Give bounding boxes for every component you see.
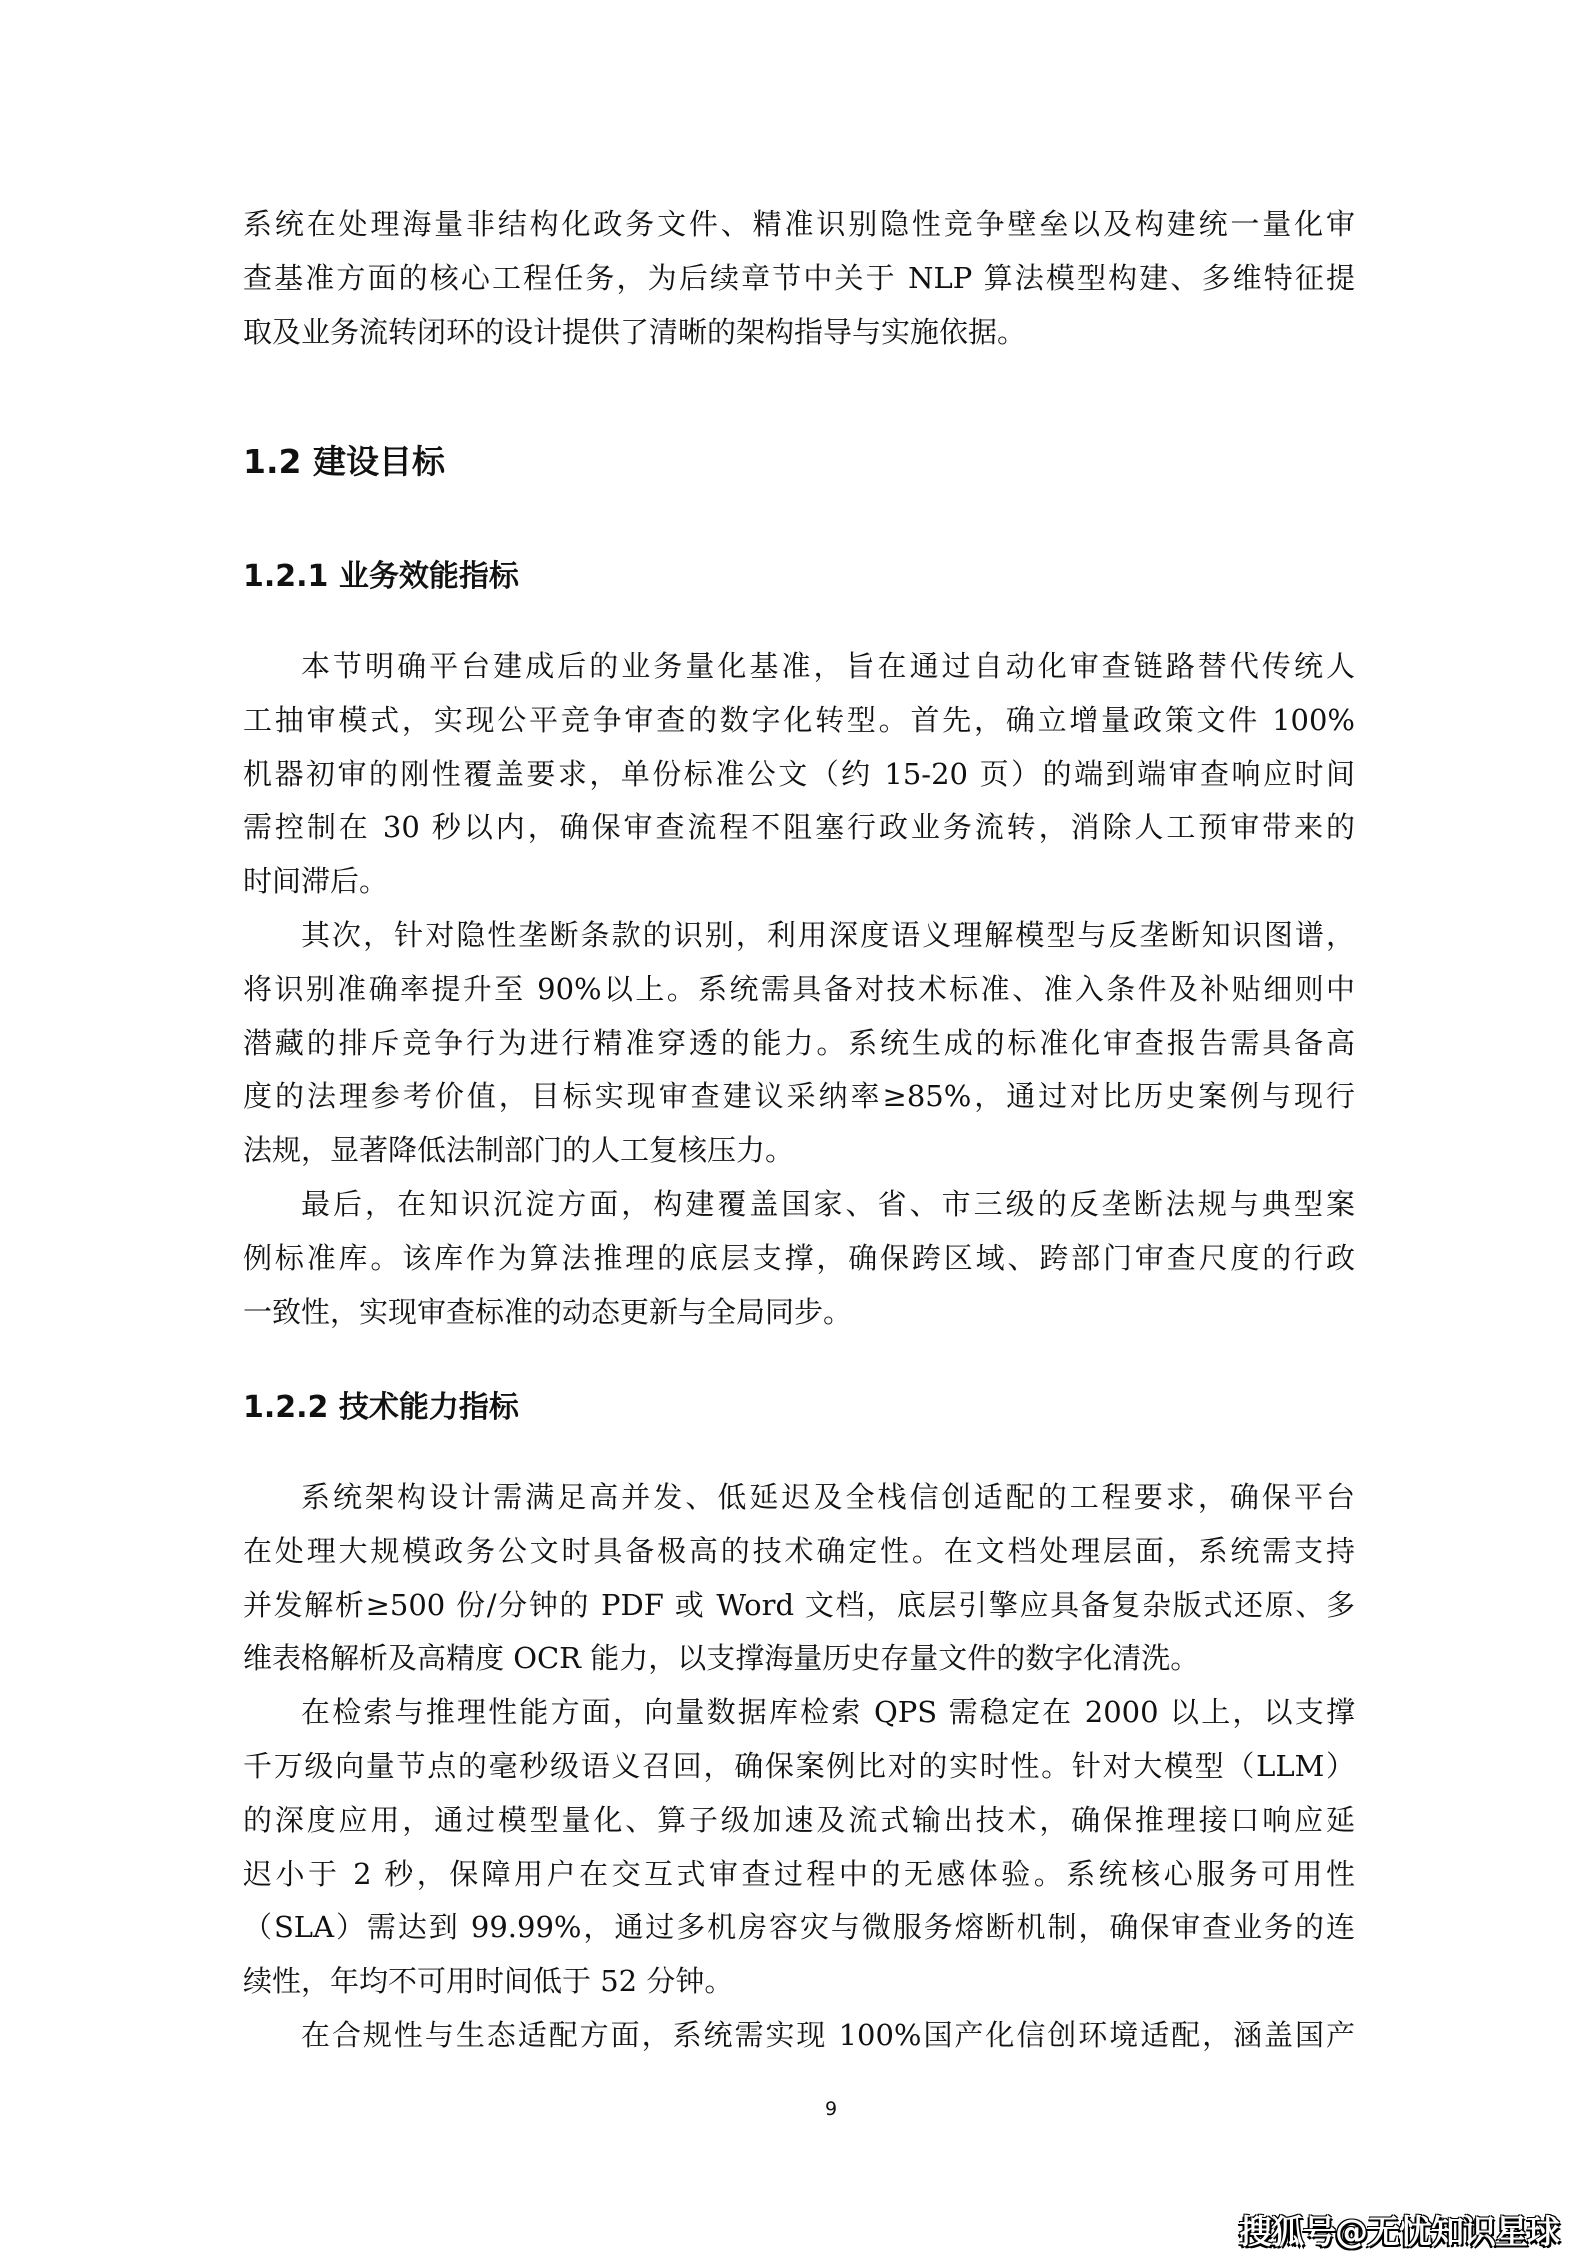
- text-line: 系统在处理海量非结构化政务文件、精准识别隐性竞争壁垒以及构建统一量化审: [243, 207, 1355, 241]
- text-line: 一致性，实现审查标准的动态更新与全局同步。: [243, 1294, 853, 1329]
- text-line: 度的法理参考价值，目标实现审查建议采纳率≥85%，通过对比历史案例与现行: [243, 1079, 1355, 1114]
- text-line: 最后，在知识沉淀方面，构建覆盖国家、省、市三级的反垄断法规与典型案: [301, 1186, 1355, 1221]
- subsection-heading-1: 1.2.1 业务效能指标: [243, 559, 519, 594]
- text-line: 系统架构设计需满足高并发、低延迟及全栈信创适配的工程要求，确保平台: [301, 1480, 1355, 1514]
- text-line: 时间滞后。: [243, 864, 389, 899]
- paragraph: [243, 909, 1355, 1178]
- text-line: 将识别准确率提升至 90%以上。系统需具备对技术标准、准入条件及补贴细则中: [243, 971, 1355, 1006]
- paragraph: [243, 1178, 1355, 1339]
- text-line: 其次，针对隐性垄断条款的识别，利用深度语义理解模型与反垄断知识图谱，: [301, 917, 1355, 952]
- text-line: 续性，年均不可用时间低于 52 分钟。: [243, 1964, 734, 1999]
- paragraph: [243, 1686, 1355, 2009]
- subsection-heading-2: 1.2.2 技术能力指标: [243, 1390, 519, 1425]
- text-line: 法规，显著降低法制部门的人工复核压力。: [243, 1133, 795, 1168]
- text-line: 并发解析≥500 份/分钟的 PDF 或 Word 文档，底层引擎应具备复杂版式还原、多: [243, 1587, 1355, 1622]
- paragraph: [243, 640, 1355, 909]
- text-line: 潜藏的排斥竞争行为进行精准穿透的能力。系统生成的标准化审查报告需具备高: [243, 1025, 1355, 1060]
- text-line: （SLA）需达到 99.99%，通过多机房容灾与微服务熔断机制，确保审查业务的连: [243, 1910, 1355, 1945]
- paragraph: [243, 2009, 1355, 2063]
- subsection-2-body: [243, 1471, 1355, 2063]
- paragraph: [243, 1471, 1355, 1686]
- text-line: 例标准库。该库作为算法推理的底层支撑，确保跨区域、跨部门审查尺度的行政: [243, 1240, 1355, 1275]
- watermark: 搜狐号@无忧知识星球: [1239, 2212, 1559, 2251]
- text-line: 的深度应用，通过模型量化、算子级加速及流式输出技术，确保推理接口响应延: [243, 1802, 1355, 1837]
- text-line: 本节明确平台建成后的业务量化基准，旨在通过自动化审查链路替代传统人: [301, 649, 1355, 683]
- text-line: 在处理大规模政务公文时具备极高的技术确定性。在文档处理层面，系统需支持: [243, 1533, 1355, 1568]
- page-number: 9: [825, 2098, 838, 2120]
- text-line: 查基准方面的核心工程任务，为后续章节中关于 NLP 算法模型构建、多维特征提: [243, 260, 1355, 295]
- text-line: 在检索与推理性能方面，向量数据库检索 QPS 需稳定在 2000 以上，以支撑: [301, 1695, 1355, 1730]
- intro-paragraph: [243, 198, 1355, 359]
- text-line: 维表格解析及高精度 OCR 能力，以支撑海量历史存量文件的数字化清洗。: [243, 1641, 1200, 1676]
- text-line: 取及业务流转闭环的设计提供了清晰的架构指导与实施依据。: [243, 314, 1027, 349]
- text-line: 工抽审模式，实现公平竞争审查的数字化转型。首先，确立增量政策文件 100%: [243, 702, 1355, 737]
- text-line: 需控制在 30 秒以内，确保审查流程不阻塞行政业务流转，消除人工预审带来的: [243, 810, 1355, 845]
- section-heading: 1.2 建设目标: [243, 442, 445, 481]
- text-line: 迟小于 2 秒，保障用户在交互式审查过程中的无感体验。系统核心服务可用性: [243, 1856, 1355, 1891]
- text-line: 千万级向量节点的毫秒级语义召回，确保案例比对的实时性。针对大模型（LLM）: [243, 1748, 1355, 1783]
- text-line: 在合规性与生态适配方面，系统需实现 100%国产化信创环境适配，涵盖国产: [301, 2017, 1355, 2052]
- text-line: 机器初审的刚性覆盖要求，单份标准公文（约 15-20 页）的端到端审查响应时间: [243, 756, 1355, 791]
- subsection-1-body: [243, 640, 1355, 1339]
